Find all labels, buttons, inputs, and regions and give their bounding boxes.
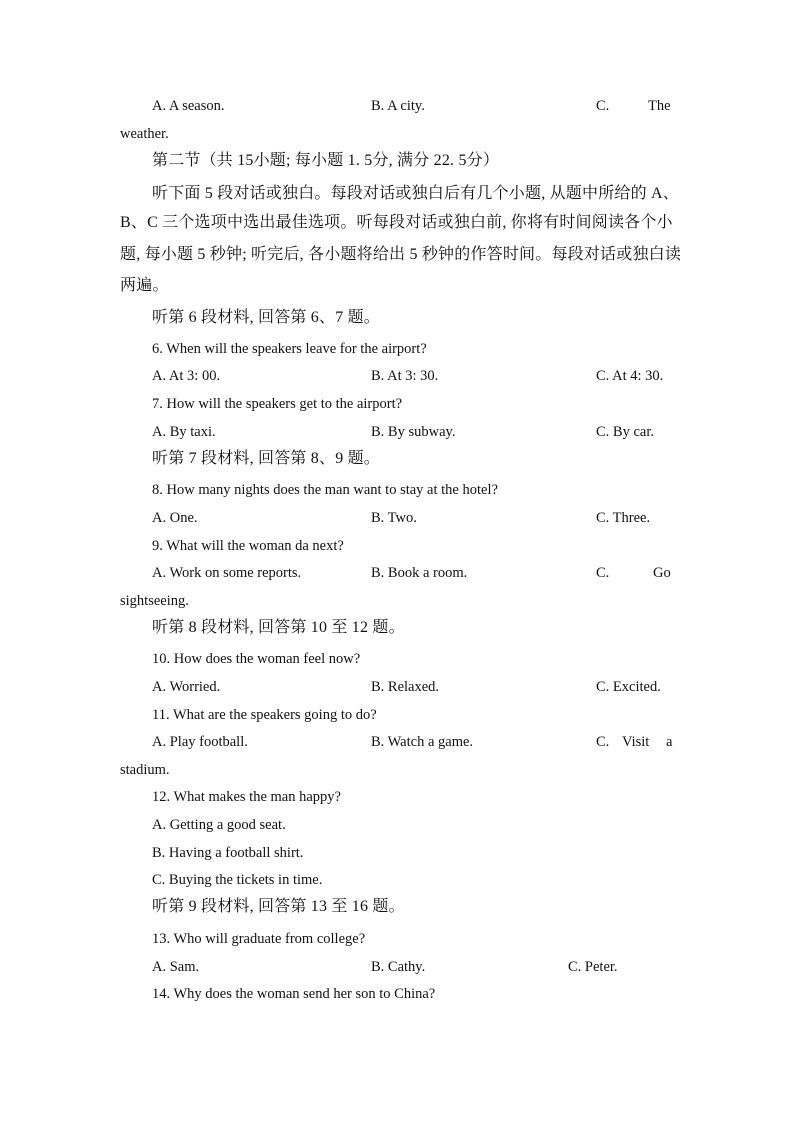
material-7-header: 听第 7 段材料, 回答第 8、9 题。: [152, 450, 381, 467]
q5-option-c-letter: C.: [596, 98, 610, 114]
question-9-option-a: A. Work on some reports.: [152, 565, 302, 581]
question-9-option-c-wrap: sightseeing.: [120, 593, 189, 609]
question-8-option-a: A. One.: [152, 510, 198, 526]
question-9-stem: 9. What will the woman da next?: [152, 538, 344, 554]
question-13-option-b: B. Cathy.: [371, 959, 426, 975]
question-7-stem: 7. How will the speakers get to the airport?: [152, 396, 403, 412]
question-12-option-b: B. Having a football shirt.: [152, 845, 304, 861]
question-10-stem: 10. How does the woman feel now?: [152, 651, 361, 667]
question-14-stem: 14. Why does the woman send her son to China?: [152, 986, 436, 1002]
question-9-option-c-letter: C.: [596, 565, 610, 581]
material-9-header: 听第 9 段材料, 回答第 13 至 16 题。: [152, 898, 405, 915]
question-13-option-a: A. Sam.: [152, 959, 200, 975]
section-2-instruction-line-2: B、C 三个选项中选出最佳选项。听每段对话或独白前, 你将有时间阅读各个小: [120, 214, 673, 231]
q5-option-b: B. A city.: [371, 98, 425, 114]
question-13-stem: 13. Who will graduate from college?: [152, 931, 366, 947]
question-8-option-c: C. Three.: [596, 510, 651, 526]
question-6-option-c: C. At 4: 30.: [596, 368, 664, 384]
question-11-option-b: B. Watch a game.: [371, 734, 474, 750]
question-8-option-b: B. Two.: [371, 510, 417, 526]
question-6-stem: 6. When will the speakers leave for the airport?: [152, 341, 427, 357]
question-11-option-c-letter: C.: [596, 734, 610, 750]
question-10-option-a: A. Worried.: [152, 679, 221, 695]
question-8-stem: 8. How many nights does the man want to stay at the hotel?: [152, 482, 498, 498]
q5-option-c-wrap: weather.: [120, 126, 169, 142]
question-9-option-b: B. Book a room.: [371, 565, 468, 581]
question-11-option-a: A. Play football.: [152, 734, 248, 750]
q5-option-a: A. A season.: [152, 98, 225, 114]
material-6-header: 听第 6 段材料, 回答第 6、7 题。: [152, 309, 381, 326]
question-7-option-a: A. By taxi.: [152, 424, 216, 440]
question-10-option-c: C. Excited.: [596, 679, 661, 695]
section-2-instruction-line-3: 题, 每小题 5 秒钟; 听完后, 各小题将给出 5 秒钟的作答时间。每段对话或独白读: [120, 246, 682, 263]
question-12-stem: 12. What makes the man happy?: [152, 789, 341, 805]
question-9-option-c-text: Go: [653, 565, 671, 581]
question-12-option-c: C. Buying the tickets in time.: [152, 872, 323, 888]
question-12-option-a: A. Getting a good seat.: [152, 817, 286, 833]
section-2-instruction-line-1: 听下面 5 段对话或独白。每段对话或独白后有几个小题, 从题中所给的 A、: [152, 185, 679, 202]
section-2-instruction-line-4: 两遍。: [120, 277, 169, 294]
question-11-option-c-verb: Visit: [622, 734, 650, 750]
question-7-option-c: C. By car.: [596, 424, 654, 440]
question-10-option-b: B. Relaxed.: [371, 679, 440, 695]
question-11-option-c-wrap: stadium.: [120, 762, 170, 778]
question-11-option-c-article: a: [666, 734, 673, 750]
q5-option-c-text: The: [648, 98, 671, 114]
question-6-option-b: B. At 3: 30.: [371, 368, 439, 384]
question-11-stem: 11. What are the speakers going to do?: [152, 707, 377, 723]
question-13-option-c: C. Peter.: [568, 959, 618, 975]
question-7-option-b: B. By subway.: [371, 424, 456, 440]
section-2-heading: 第二节（共 15小题; 每小题 1. 5分, 满分 22. 5分）: [152, 152, 500, 169]
material-8-header: 听第 8 段材料, 回答第 10 至 12 题。: [152, 619, 405, 636]
question-6-option-a: A. At 3: 00.: [152, 368, 221, 384]
